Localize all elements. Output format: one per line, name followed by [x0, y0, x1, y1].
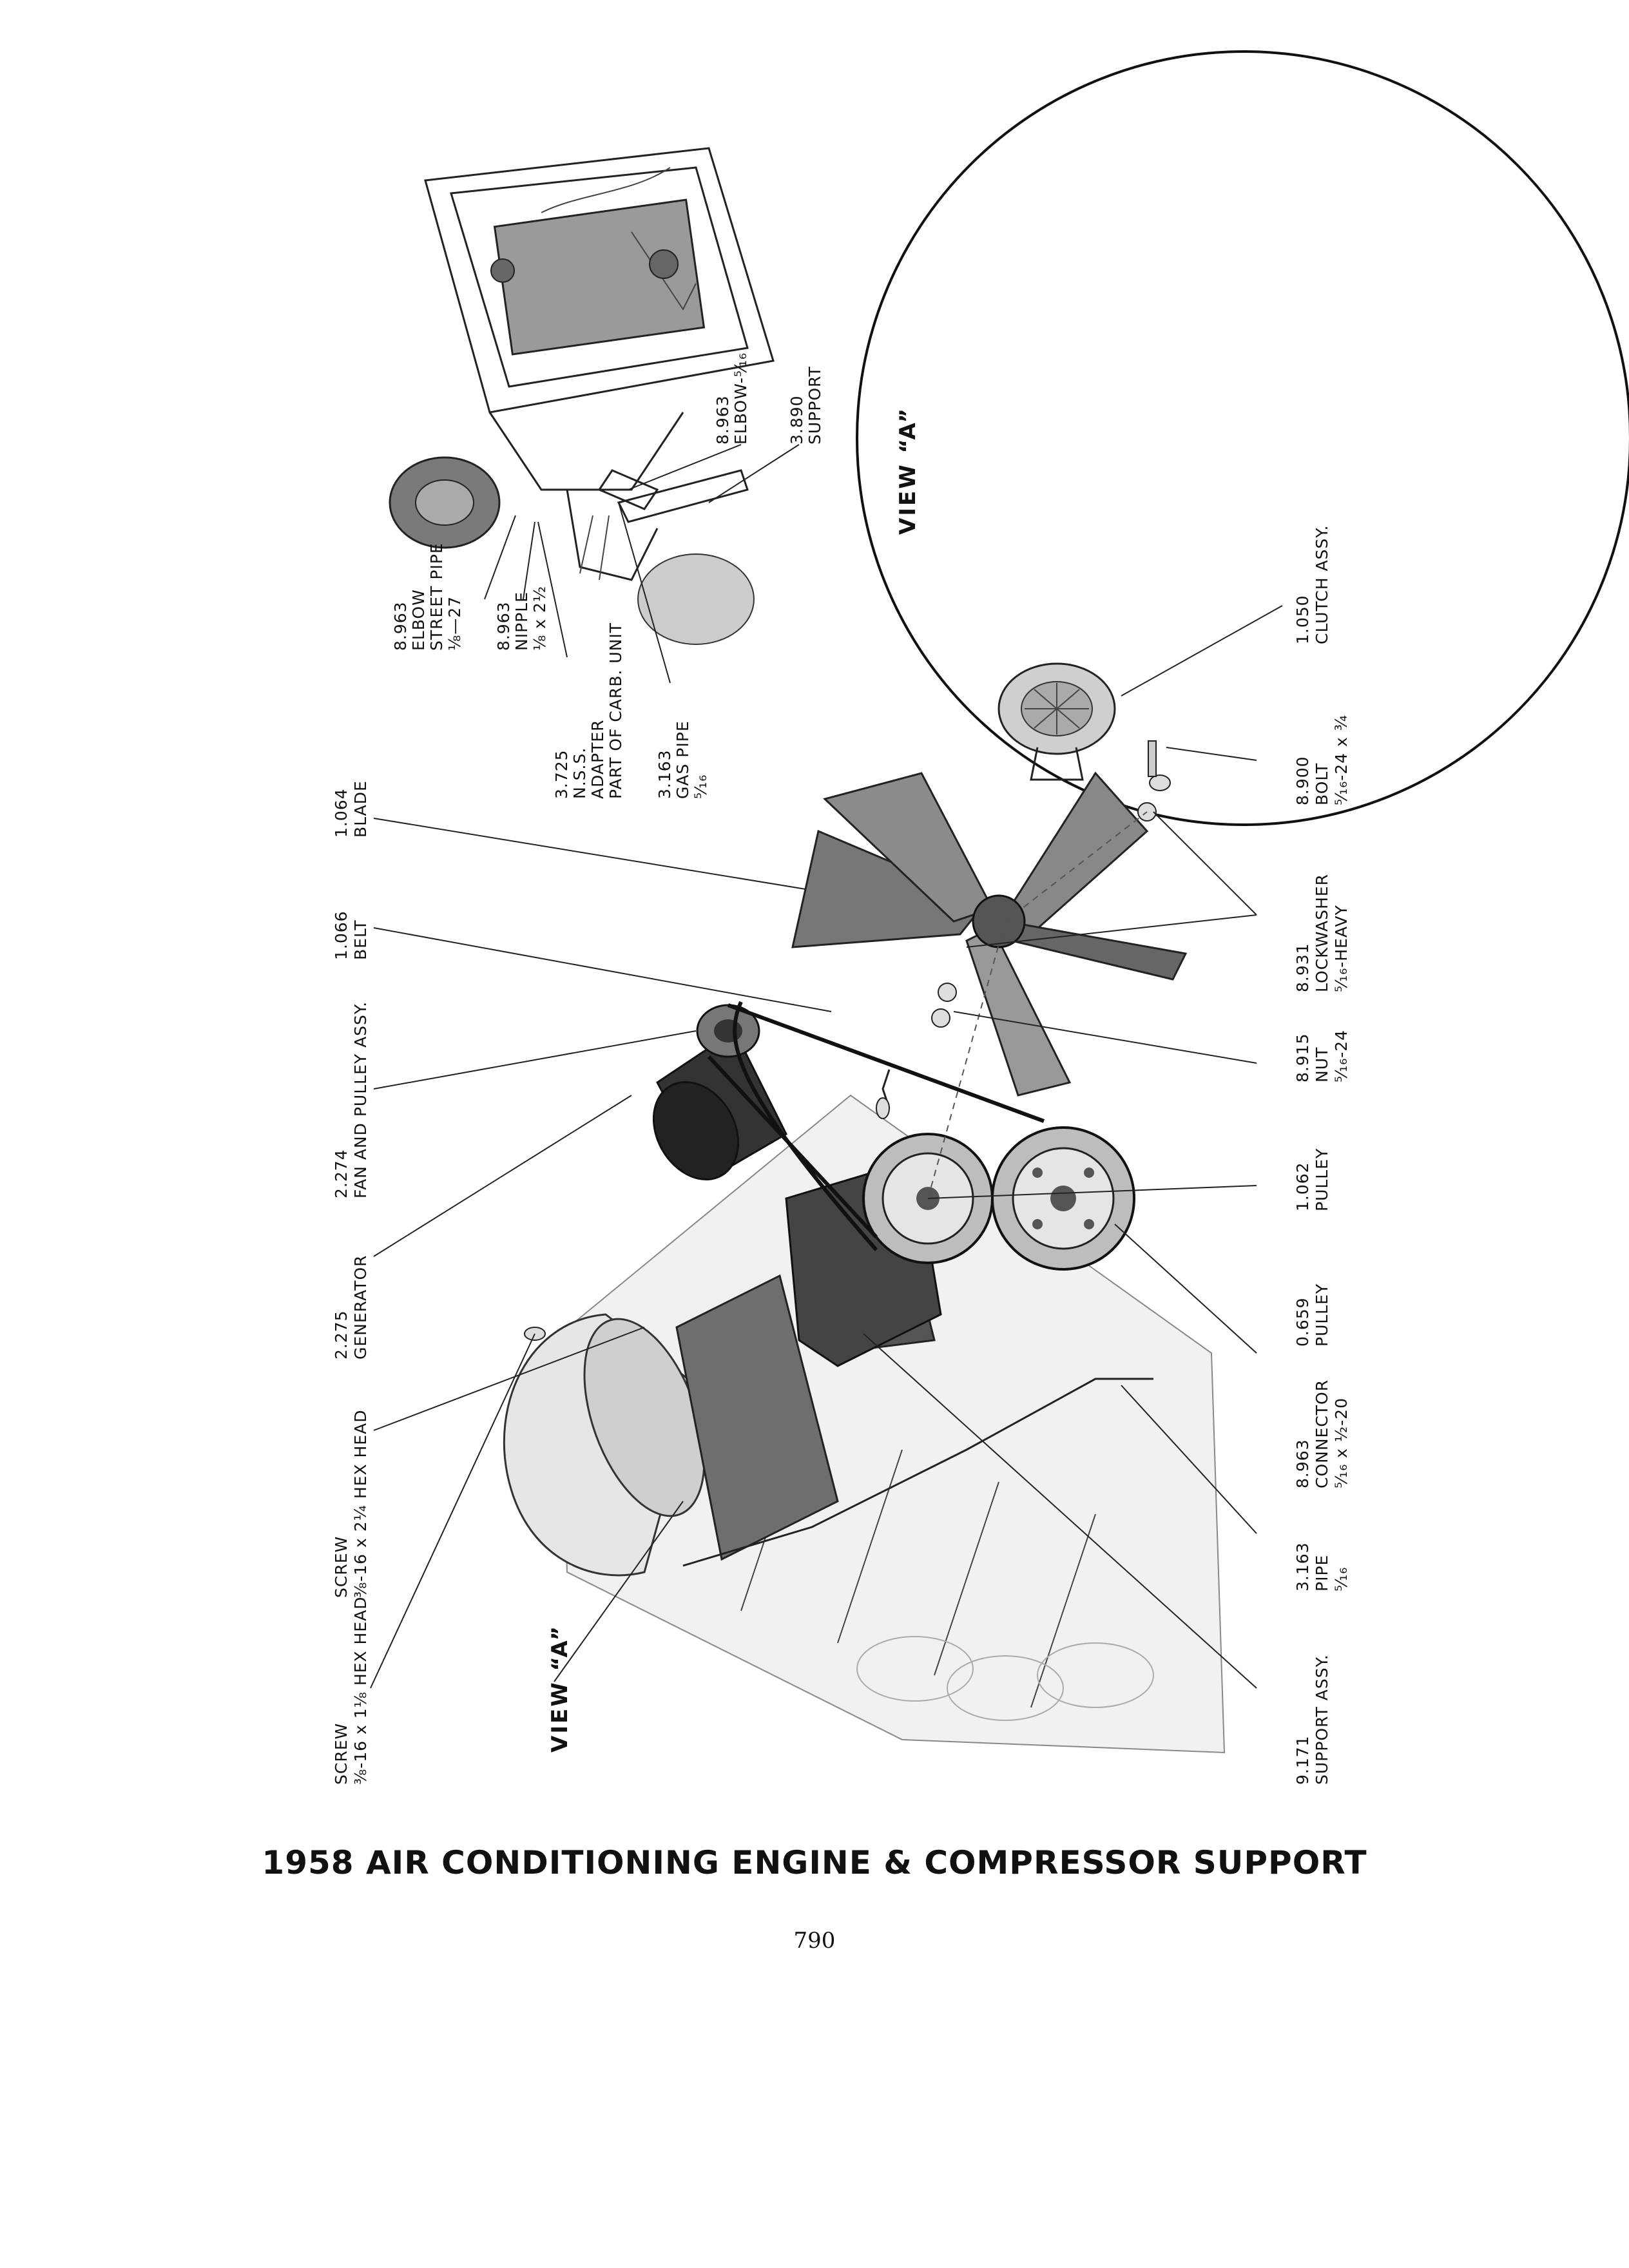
- inset-circle: [857, 52, 1629, 825]
- label-lockwasher-l2: ⁵⁄₁₆-HEAVY: [1332, 905, 1351, 992]
- label-bolt-l0: 8.900: [1293, 756, 1312, 805]
- label-bolt: [1293, 715, 1351, 805]
- label-pipe-l2: ⁵⁄₁₆: [1332, 1566, 1351, 1591]
- label-connector: [1293, 1379, 1351, 1488]
- label-elbow-street: [391, 543, 464, 651]
- label-generator-l1: GENERATOR: [351, 1254, 370, 1360]
- view-a-inset-label: VIEW “A”: [895, 406, 921, 535]
- label-adapter-l3: PART OF CARB. UNIT: [606, 622, 625, 799]
- label-screw-2-l1: ⅜-16 x 2¼ HEX HEAD: [351, 1409, 370, 1598]
- label-elbow-516-l1: ELBOW-⁵⁄₁₆: [731, 352, 750, 445]
- label-screw-1: [332, 1597, 370, 1785]
- label-nipple-l1: NIPPLE: [512, 591, 531, 651]
- label-support-assy-l1: SUPPORT ASSY.: [1313, 1654, 1331, 1785]
- label-belt: [332, 910, 370, 960]
- label-elbow-street-l0: 8.963: [391, 601, 410, 651]
- label-connector-l1: CONNECTOR: [1313, 1379, 1331, 1488]
- label-gas-pipe-l0: 3.163: [655, 749, 674, 799]
- label-belt-l1: BELT: [351, 919, 370, 960]
- label-nut-l2: ⁵⁄₁₆-24: [1332, 1029, 1351, 1082]
- label-nut-l0: 8.915: [1293, 1033, 1312, 1082]
- label-screw-2: [332, 1410, 370, 1598]
- label-fan-pulley-l0: 2.274: [332, 1149, 351, 1198]
- label-pulley-0659-l1: PULLEY: [1313, 1283, 1331, 1347]
- label-blade-l0: 1.064: [332, 788, 351, 838]
- label-screw-1-l1: ⅜-16 x 1⅛ HEX HEAD: [351, 1596, 370, 1785]
- page-title: 1958 AIR CONDITIONING ENGINE & COMPRESSOR SUPPORT: [262, 1844, 1367, 1881]
- label-pipe: [1293, 1542, 1351, 1591]
- fan-blade-drawing: [793, 773, 1186, 1095]
- label-adapter-l1: N.S.S.: [570, 747, 589, 799]
- label-elbow-street-l2: STREET PIPE: [427, 543, 446, 651]
- label-fan-pulley: [332, 1001, 370, 1198]
- label-gas-pipe-l2: ⁵⁄₁₆: [691, 774, 710, 799]
- engine-drawing: [504, 664, 1224, 1753]
- label-nut: [1293, 1030, 1351, 1082]
- label-nipple: [494, 586, 549, 651]
- label-adapter-l0: 3.725: [552, 749, 571, 799]
- view-a-main-label: VIEW “A”: [547, 1624, 573, 1753]
- label-nipple-l2: ⅛ x 2½: [530, 585, 549, 651]
- label-pulley-0659: [1293, 1283, 1331, 1347]
- label-pipe-l1: PIPE: [1313, 1554, 1331, 1591]
- label-elbow-516: [713, 352, 750, 445]
- label-connector-l0: 8.963: [1293, 1439, 1312, 1488]
- label-fan-pulley-l1: FAN AND PULLEY ASSY.: [351, 1001, 370, 1198]
- label-lockwasher-l1: LOCKWASHER: [1313, 874, 1331, 992]
- label-support-inset: [787, 366, 824, 445]
- label-nut-l1: NUT: [1313, 1046, 1331, 1082]
- label-gas-pipe-l1: GAS PIPE: [673, 720, 692, 799]
- label-adapter: [552, 622, 625, 799]
- label-bolt-l1: BOLT: [1313, 762, 1331, 805]
- label-lockwasher: [1293, 874, 1351, 992]
- label-adapter-l2: ADAPTER: [588, 719, 607, 799]
- label-generator-l0: 2.275: [332, 1310, 351, 1360]
- clutch-drawing: [999, 664, 1115, 780]
- label-screw-1-l0: SCREW: [332, 1722, 351, 1785]
- label-pulley-1062-l0: 1.062: [1293, 1162, 1312, 1211]
- label-elbow-street-l3: ⅛—27: [445, 595, 464, 651]
- label-pipe-l0: 3.163: [1293, 1542, 1312, 1591]
- label-support-inset-l0: 3.890: [787, 395, 806, 445]
- label-connector-l2: ⁵⁄₁₆ x ½-20: [1332, 1398, 1351, 1488]
- label-elbow-516-l0: 8.963: [713, 395, 732, 445]
- label-support-inset-l1: SUPPORT: [805, 366, 824, 445]
- label-lockwasher-l0: 8.931: [1293, 943, 1312, 992]
- label-pulley-0659-l0: 0.659: [1293, 1297, 1312, 1347]
- label-support-assy-l0: 9.171: [1293, 1735, 1312, 1785]
- label-clutch: [1293, 525, 1331, 644]
- label-clutch-l1: CLUTCH ASSY.: [1313, 524, 1331, 644]
- label-gas-pipe: [655, 720, 710, 799]
- label-blade-l1: BLADE: [351, 780, 370, 838]
- label-screw-2-l0: SCREW: [332, 1535, 351, 1598]
- label-bolt-l2: ⁵⁄₁₆-24 x ¾: [1332, 715, 1351, 805]
- label-blade: [332, 780, 370, 838]
- label-pulley-1062-l1: PULLEY: [1313, 1148, 1331, 1211]
- label-pulley-1062: [1293, 1148, 1331, 1211]
- label-nipple-l0: 8.963: [494, 601, 513, 651]
- page-number: 790: [793, 1928, 836, 1954]
- label-generator: [332, 1254, 370, 1360]
- label-support-assy: [1293, 1654, 1331, 1785]
- label-clutch-l0: 1.050: [1293, 595, 1312, 644]
- label-belt-l0: 1.066: [332, 910, 351, 960]
- label-elbow-street-l1: ELBOW: [409, 589, 428, 651]
